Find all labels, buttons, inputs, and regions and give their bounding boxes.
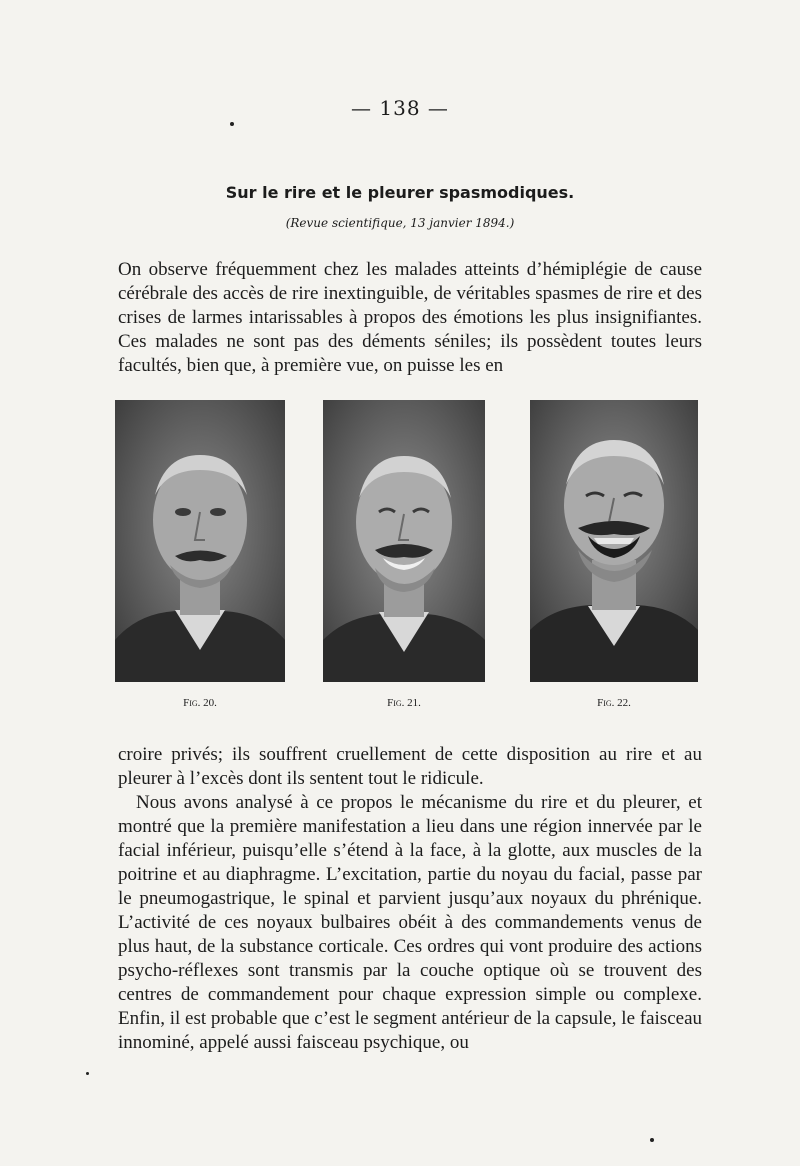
ink-speck (650, 1138, 654, 1142)
ink-speck (86, 1072, 89, 1075)
ink-speck (230, 122, 234, 126)
figure-21-caption: Fig. 21. (387, 697, 421, 709)
article-source: (Revue scientifique, 13 janvier 1894.) (285, 216, 515, 230)
figure-row (115, 400, 700, 720)
portrait-laughing-image (530, 400, 698, 682)
paragraph-continuation: croire privés; ils souffrent cruellement de cette disposition au rire et au pleurer à l’excès dont ils sentent tout le ridicule. (118, 744, 702, 789)
figure-22 (530, 400, 700, 709)
paragraph-mechanism: Nous avons analysé à ce propos le mécanisme du rire et du pleurer, et montré que la première manifestation a lieu dans une région innervée par le facial inférieur, puisqu’elle s’étend à la face, à la glotte, aux muscles de la poitrine et au diaphragme. L’excitation, partie du noyau du facial, passe par le pneumogastrique, le spinal et parvient jusqu’aux noyaux du phrénique. L’activité de ces noyaux bulbaires obéit à des commandements venus de plus haut, de la substance corticale. Ces ordres qui vont produire des actions psycho-réflexes sont transmis par la couche optique où se trouvent des centres de commandement pour chaque expression simple ou complexe. Enfin, il est probable que c’est le segment antérieur de la capsule, le faisceau innominé, appelé aussi faisceau psychique, ou (118, 792, 702, 1053)
figure-21 (323, 400, 493, 709)
portrait-neutral-image (115, 400, 285, 682)
article-title: Sur le rire et le pleurer spasmodiques. (225, 183, 575, 202)
figure-20-caption: Fig. 20. (183, 697, 217, 709)
figure-20 (115, 400, 285, 709)
portrait-smiling-image (323, 400, 485, 682)
page-number: — 138 — (351, 96, 449, 120)
figure-22-caption: Fig. 22. (597, 697, 631, 709)
paragraph-intro: On observe fréquemment chez les malades atteints d’hémiplégie de cause cérébrale des accès de rire inextinguible, de véritables spasmes de rire et des crises de larmes intarissables à propos des émotions les plus insignifiantes. Ces malades ne sont pas des déments séniles; ils possèdent toutes leurs facultés, bien que, à première vue, on puisse les en (118, 259, 702, 376)
